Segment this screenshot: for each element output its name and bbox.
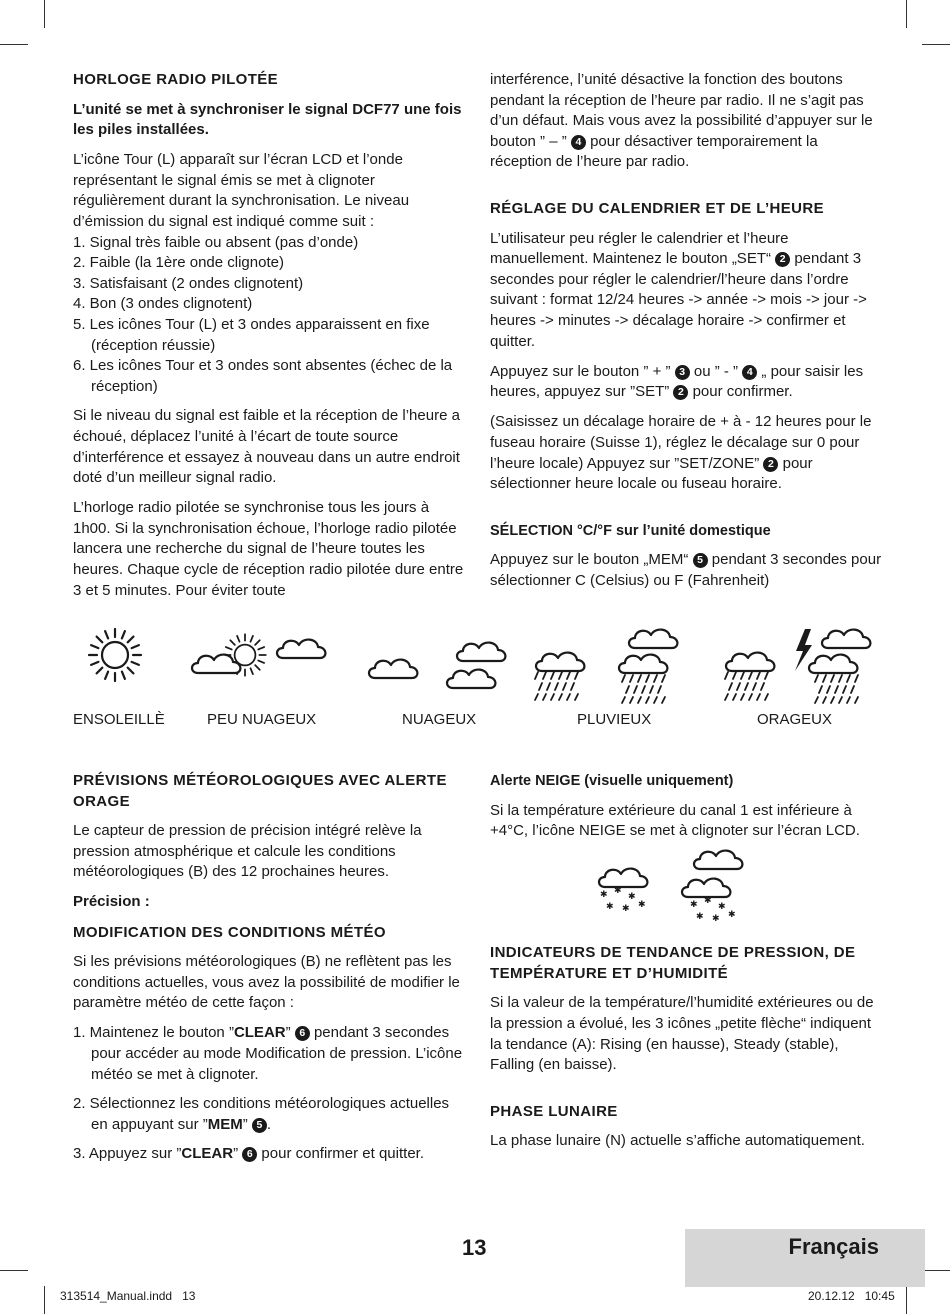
- button-number-badge: 2: [775, 252, 790, 267]
- button-number-badge: 5: [693, 553, 708, 568]
- button-number-badge: 4: [571, 135, 586, 150]
- crop-mark: [906, 1286, 907, 1314]
- language-label: Français: [788, 1234, 879, 1259]
- crop-mark: [44, 0, 45, 28]
- paragraph: Le capteur de pression de précision intégré relève la pression atmosphérique et calcule les conditions météorologiques (B) des 12 prochaines heures.: [73, 822, 422, 881]
- storm-icon: [725, 629, 870, 703]
- rain-icon: [535, 630, 677, 703]
- paragraph: Si la valeur de la température/l’humidité extérieures ou de la pression a évolué, les 3 icônes „petite flèche“ indiquent la tendance (A): Rising (en hausse), Steady (stable), Falling (en baisse).: [490, 994, 874, 1074]
- list-item: 1. Signal très faible ou absent (pas d’onde): [73, 233, 359, 251]
- weather-label-cloudy: NUAGEUX: [402, 711, 477, 728]
- section-title: HORLOGE RADIO PILOTÉE: [73, 71, 279, 88]
- paragraph: Appuyez sur le bouton „MEM“ 5 pendant 3 secondes pour sélectionner C (Celsius) ou F (Fahrenheit): [490, 551, 882, 589]
- section-right-bottom: [490, 771, 882, 1162]
- cloudy-icon: [369, 643, 505, 688]
- section-title: PHASE LUNAIRE: [490, 1102, 618, 1120]
- paragraph: La phase lunaire (N) actuelle s’affiche automatiquement.: [490, 1132, 865, 1150]
- weather-label-partly-cloudy: PEU NUAGEUX: [207, 711, 317, 728]
- weather-label-sunny: ENSOLEILLÈ: [73, 711, 165, 728]
- crop-mark: [922, 1270, 950, 1271]
- button-number-badge: 5: [252, 1118, 267, 1133]
- section-title: SÉLECTION °C/°F sur l’unité domestique: [490, 522, 771, 539]
- section-title: MODIFICATION DES CONDITIONS MÉTÉO: [73, 923, 386, 941]
- section-title: Alerte NEIGE (visuelle uniquement): [490, 773, 734, 789]
- list-item: 3. Satisfaisant (2 ondes clignotent): [73, 274, 304, 292]
- section-title: INDICATEURS DE TENDANCE DE PRESSION, DE TEMPÉRATURE ET D’HUMIDITÉ: [490, 944, 856, 982]
- page-number: 13: [462, 1235, 487, 1260]
- precision-label: Précision :: [73, 893, 150, 911]
- button-number-badge: 3: [675, 365, 690, 380]
- snow-icon: [490, 849, 882, 931]
- list-item: 1. Maintenez le bouton ”CLEAR” 6 pendant 3 secondes pour accéder au mode Modification de pression. L’icône météo se met à clignoter.: [73, 1024, 463, 1083]
- paragraph: Si la température extérieure du canal 1 est inférieure à +4°C, l’icône NEIGE se met à clignoter sur l’écran LCD.: [490, 801, 860, 840]
- language-tab: [685, 1229, 925, 1287]
- section-radio-clock: [73, 70, 465, 611]
- paragraph: (Saisissez un décalage horaire de + à - 12 heures pour le fuseau horaire (Suisse 1), réglez le décalage sur 0 pour l’heure locale) Appuyez sur ”SET/ZONE” 2 pour sélectionner heure locale ou fuseau horaire.: [490, 413, 872, 493]
- weather-label-rainy: PLUVIEUX: [577, 711, 652, 728]
- button-number-badge: 2: [673, 385, 688, 400]
- list-item: 3. Appuyez sur ”CLEAR” 6 pour confirmer et quitter.: [73, 1145, 424, 1163]
- crop-mark: [0, 1270, 28, 1271]
- signal-list: [73, 233, 465, 398]
- paragraph: L’utilisateur peu régler le calendrier et l’heure manuellement. Maintenez le bouton „SET“ 2 pendant 3 secondes pour régler le calendrier/l’heure dans l’ordre suivant : format 12/24 heures -> année -> mois -> jour -> heures -> minutes -> décalage horaire -> confirmer et quitter.: [490, 229, 867, 350]
- list-item: 2. Sélectionnez les conditions météorologiques actuelles en appuyant sur ”MEM” 5 .: [73, 1095, 450, 1133]
- paragraph: L’horloge radio pilotée se synchronise tous les jours à 1h00. Si la synchronisation échoue, l’horloge radio pilotée lancera une recherche du signal de l’heure toutes les heures. Chaque cycle de réception radio pilotée dure entre 3 et 5 minutes. Pour éviter toute: [73, 499, 464, 599]
- crop-mark: [44, 1286, 45, 1314]
- crop-mark: [906, 0, 907, 28]
- paragraph: L’icône Tour (L) apparaît sur l’écran LCD et l’onde représentant le signal émis se met à clignoter régulièrement durant la synchronisation. Le niveau d’émission du signal est indiqué comme suit :: [73, 151, 410, 231]
- print-date: 20.12.12 10:45: [808, 1289, 895, 1303]
- file-name: 313514_Manual.indd 13: [60, 1289, 196, 1303]
- section-title: RÉGLAGE DU CALENDRIER ET DE L’HEURE: [490, 199, 825, 217]
- partly-cloudy-icon: [192, 634, 325, 676]
- crop-mark: [0, 44, 28, 45]
- paragraph: interférence, l’unité désactive la fonction des boutons pendant la réception de l’heure par radio. Il ne s’agit pas d’un défaut. Mais vous avez la possibilité d’appuyer sur le bouton ” – ” 4 pour désactiver temporairement la réception de l’heure par radio.: [490, 71, 873, 171]
- sun-icon: [89, 629, 141, 681]
- section-forecast: [73, 771, 465, 1174]
- list-item: 2. Faible (la 1ère onde clignote): [73, 254, 284, 272]
- list-item: 6. Les icônes Tour et 3 ondes sont absentes (échec de la réception): [73, 357, 453, 395]
- button-number-badge: 6: [242, 1147, 257, 1162]
- weather-icons-strip: [0, 615, 950, 710]
- list-item: 5. Les icônes Tour (L) et 3 ondes apparaissent en fixe (réception réussie): [73, 316, 430, 354]
- paragraph: Si les prévisions météorologiques (B) ne reflètent pas les conditions actuelles, vous avez la possibilité de modifier le paramètre météo de cette façon :: [73, 953, 460, 1012]
- list-item: 4. Bon (3 ondes clignotent): [73, 295, 253, 313]
- steps-list: [73, 1023, 465, 1165]
- section-right-top: [490, 70, 882, 601]
- section-title: PRÉVISIONS MÉTÉOROLOGIQUES AVEC ALERTE ORAGE: [73, 772, 447, 810]
- lead-text: L’unité se met à synchroniser le signal DCF77 une fois les piles installées.: [73, 100, 462, 139]
- button-number-badge: 2: [763, 457, 778, 472]
- button-number-badge: 4: [742, 365, 757, 380]
- paragraph: Si le niveau du signal est faible et la réception de l’heure a échoué, déplacez l’unité à l’écart de toute source d’interférence et essayez à nouveau dans un autre endroit doté d’un meilleur signal radio.: [73, 407, 460, 487]
- paragraph: Appuyez sur le bouton ” + ” 3 ou ” - ” 4 „ pour saisir les heures, appuyez sur ”SET” 2 pour confirmer.: [490, 362, 864, 401]
- weather-label-stormy: ORAGEUX: [757, 711, 833, 728]
- button-number-badge: 6: [295, 1026, 310, 1041]
- crop-mark: [922, 44, 950, 45]
